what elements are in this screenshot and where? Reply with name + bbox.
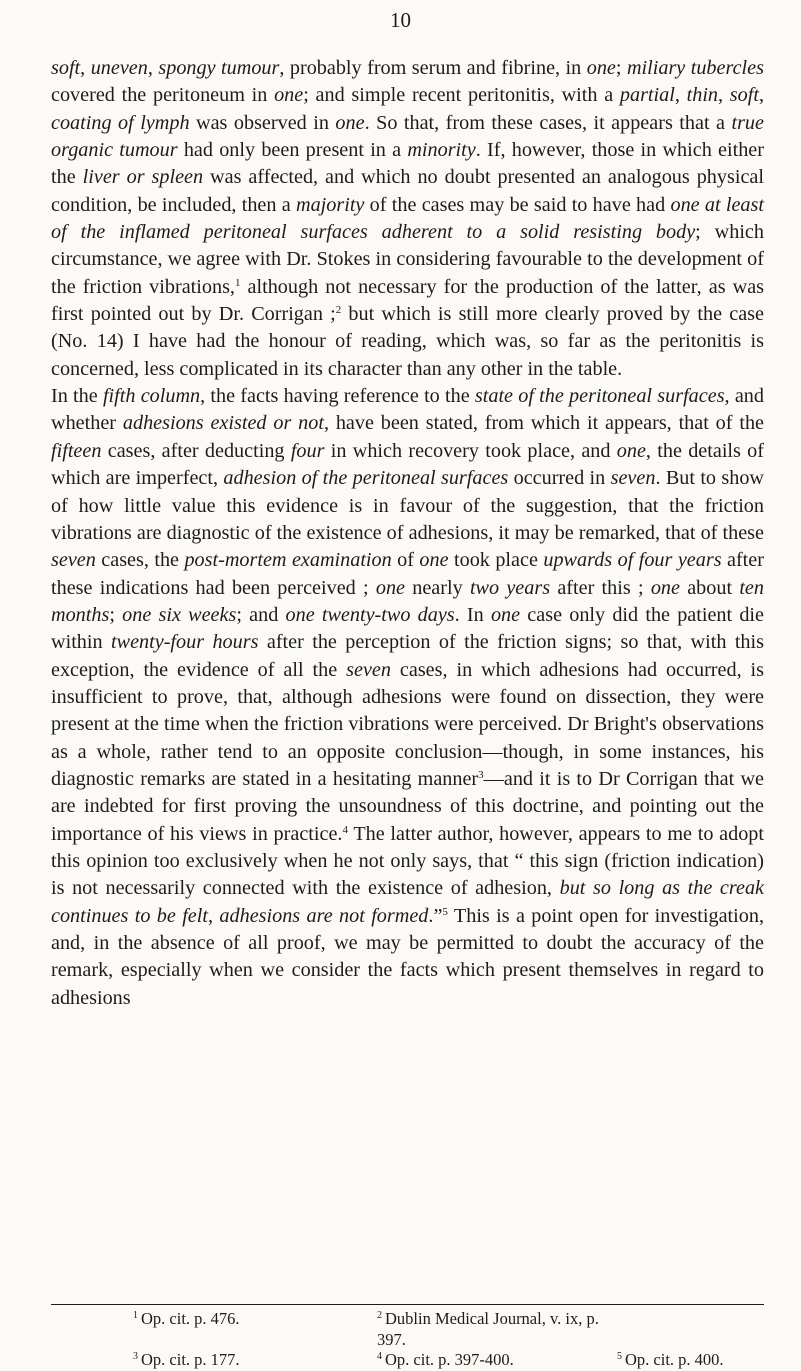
emphasis-text: partial: [619, 84, 675, 107]
text-run: . But to show of how little value this evidence is in favour of the suggestion, that the friction vibrations are diagnostic of the existence of adhesions, it may be remarked, that of these: [51, 467, 764, 544]
emphasis-text: seven: [610, 467, 656, 490]
text-run: after this ;: [550, 576, 651, 599]
emphasis-text: fifteen: [51, 439, 102, 462]
text-run: , have been stated, from which it appears, that of the: [323, 412, 765, 435]
text-run: ,: [147, 57, 159, 79]
text-run: cases, the: [95, 549, 185, 572]
text-run: .”: [428, 904, 443, 927]
emphasis-text: fifth column: [102, 385, 201, 408]
text-run: of: [391, 549, 420, 572]
emphasis-text: one: [616, 439, 646, 462]
emphasis-text: but so long as the creak continues to be felt: [51, 877, 764, 927]
emphasis-text: liver or spleen: [82, 166, 204, 189]
text-run: ,: [208, 904, 220, 927]
footnote-ref: 1: [234, 276, 241, 289]
text-run: case only did the patient die within: [51, 603, 764, 654]
page-number: 10: [390, 8, 411, 32]
emphasis-text: minority: [407, 139, 476, 162]
footnote-ref: 4: [342, 823, 348, 836]
text-run: in which recovery took place, and: [324, 439, 617, 462]
text-run: , the facts having reference to the: [200, 385, 475, 408]
text-run: although not necessary for the production of the latter, as was first pointed out by Dr. Corrigan ;: [51, 275, 765, 326]
text-run: after the perception of the friction signs; so that, with this exception, the evidence of all the: [51, 631, 764, 681]
emphasis-text: one: [490, 603, 521, 626]
text-run: cases, after deducting: [101, 439, 291, 462]
footnote: $^1$ Op. cit. p. 476.: [133, 1309, 240, 1328]
footnote-ref: 2: [335, 304, 342, 317]
emphasis-text: one: [419, 549, 449, 572]
text-run: , and whether: [51, 385, 764, 435]
emphasis-text: twenty-four hours: [111, 631, 259, 654]
emphasis-text: one: [274, 84, 304, 107]
emphasis-text: one: [586, 57, 616, 79]
text-run: was affected, and which no doubt presented an analogous physical condition, be included, then a: [51, 166, 764, 216]
text-run: occurred in: [508, 467, 611, 490]
text-run: In the: [51, 385, 103, 408]
emphasis-text: one: [650, 576, 680, 599]
text-run: of the cases may be said to have had: [364, 193, 671, 216]
text-run: after these indications had been perceived ;: [51, 549, 764, 599]
text-run: but which is still more clearly proved by the case (No. 14) I have had the honour of reading, which was, so far as the peritonitis is concerned, less complicated in its character than any other in the table.: [51, 303, 764, 380]
text-run: ,: [674, 84, 687, 107]
text-run: , probably from serum and fibrine, in: [279, 57, 587, 79]
emphasis-text: four: [290, 439, 325, 462]
emphasis-text: one: [335, 111, 365, 134]
text-run: The latter author, however, appears to me to adopt this opinion too exclusively when he not only says, that “ this sign (friction indication) is not necessarily connected with the existence of adhesion,: [51, 822, 764, 900]
text-run: ,: [758, 84, 765, 107]
emphasis-text: upwards of four years: [543, 549, 722, 572]
emphasis-text: adhesions are not formed: [219, 904, 429, 927]
text-run: , the details of which are imperfect,: [51, 439, 764, 490]
text-run: —and it is to Dr Corrigan that we are indebted for first proving the unsoundness of this doctrine, and pointing out the importance of his views in practice.: [51, 767, 765, 845]
emphasis-text: thin: [686, 84, 719, 107]
emphasis-text: miliary tubercles: [626, 57, 764, 79]
body-text: [51, 55, 764, 1012]
footnote: $^4$ Op. cit. p. 397-400.: [377, 1350, 514, 1369]
emphasis-text: true organic tumour: [51, 111, 764, 162]
text-run: ; and: [236, 603, 286, 626]
emphasis-text: uneven: [90, 57, 148, 79]
emphasis-text: one six weeks: [122, 603, 237, 626]
text-run: was observed in: [189, 111, 336, 134]
emphasis-text: state of the peritoneal surfaces: [474, 385, 725, 408]
text-run: ; which circumstance, we agree with Dr. Stokes in considering favourable to the development of the friction vibrations,: [51, 221, 764, 298]
footnote-row: [133, 1309, 773, 1350]
text-run: ;: [615, 57, 627, 79]
emphasis-text: majority: [295, 193, 365, 216]
text-run: This is a point open for investigation, and, in the absence of all proof, we may be permitted to doubt the accuracy of the remark, especially when we consider the facts which present themselves in regard to adhesions: [51, 904, 764, 1009]
text-run: ;: [109, 603, 123, 626]
text-run: ,: [718, 84, 730, 107]
text-run: cases, in which adhesions had occurred, is insufficient to prove, that, although adhesions were found on dissection, they were present at the time when the friction vibrations were perceived. Dr Bright's observations as a whole, rather tend to an opposite conclusion—though, in some instances, his diagnostic remarks are stated in a hesitating manner: [51, 658, 764, 790]
text-run: . If, however, those in which either the: [51, 139, 764, 189]
footnote: $^5$ Op. cit. p. 400.: [617, 1350, 724, 1369]
footnote-ref: 5: [442, 905, 448, 918]
text-run: ; and simple recent peritonitis, with a: [303, 84, 620, 107]
text-run: nearly: [405, 576, 470, 599]
emphasis-text: adhesions existed or not: [122, 412, 324, 435]
emphasis-text: one: [375, 576, 405, 599]
emphasis-text: seven: [51, 549, 96, 572]
paragraph: [51, 55, 764, 383]
emphasis-text: seven: [346, 658, 391, 681]
text-run: about: [679, 576, 740, 599]
footnote: $^3$ Op. cit. p. 177.: [133, 1350, 240, 1369]
text-run: had only been present in a: [177, 139, 408, 162]
footnote-row: [133, 1350, 773, 1371]
emphasis-text: post-mortem examination: [184, 549, 392, 572]
footnote-divider: [51, 1304, 764, 1305]
text-run: ,: [80, 57, 91, 79]
emphasis-text: two years: [469, 576, 551, 599]
emphasis-text: soft: [729, 84, 759, 107]
text-run: . So that, from these cases, it appears that a: [364, 111, 732, 134]
emphasis-text: one twenty-two days: [285, 603, 455, 626]
text-run: took place: [448, 549, 544, 572]
emphasis-text: ten months: [51, 576, 764, 626]
text-run: . In: [454, 603, 491, 626]
text-run: covered the peritoneum in: [51, 84, 275, 107]
emphasis-text: spongy tumour: [158, 57, 280, 79]
paragraph: [51, 383, 764, 1012]
footnote: $^2$ Dublin Medical Journal, v. ix, p. 397.: [377, 1309, 599, 1349]
footnotes: [133, 1309, 773, 1371]
emphasis-text: soft: [51, 57, 81, 79]
footnote-ref: 3: [478, 768, 484, 781]
emphasis-text: one at least of the inflamed peritoneal surfaces adherent to a solid resisting body: [51, 193, 764, 244]
emphasis-text: adhesion of the peritoneal surfaces: [223, 467, 509, 490]
emphasis-text: coating of lymph: [51, 111, 190, 134]
